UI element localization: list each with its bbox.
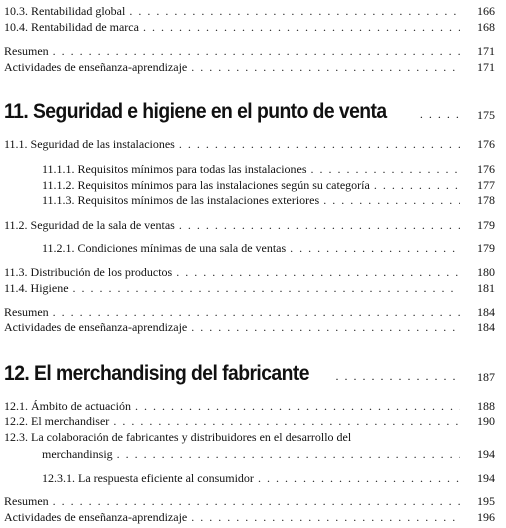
toc-entry-label: 11.1.3. Requisitos mínimos de las instalaciones exteriores (42, 193, 320, 207)
toc-page-number: 171 (477, 60, 495, 74)
dot-leader (113, 414, 460, 428)
dot-leader (179, 218, 460, 232)
toc-page-number: 179 (477, 218, 495, 232)
toc-entry (0, 218, 506, 232)
toc-entry (0, 399, 506, 413)
toc-entry (0, 281, 506, 295)
toc-entry (0, 447, 506, 461)
dot-leader (311, 162, 460, 176)
dot-leader (335, 369, 460, 384)
toc-subentry (0, 241, 506, 255)
toc-entry-label: 10.3. Rentabilidad global (4, 4, 126, 18)
toc-entry-label: 11.3. Distribución de los productos (4, 265, 173, 279)
chapter-heading (0, 100, 506, 124)
toc-page-number: 194 (477, 447, 495, 461)
toc-page-number: 196 (477, 510, 495, 524)
toc-page-number: 166 (477, 4, 495, 18)
toc-entry-label: merchandinsig (42, 447, 113, 461)
toc-entry-label: 11.2.1. Condiciones mínimas de una sala de ventas (42, 241, 287, 255)
toc-subentry (0, 162, 506, 176)
toc-entry-label: 12.1. Ámbito de actuación (4, 399, 131, 413)
dot-leader (179, 137, 460, 151)
toc-entry (0, 4, 506, 18)
toc-entry-label: Resumen (4, 305, 49, 319)
chapter-title: 11. Seguridad e higiene en el punto de venta (4, 100, 387, 123)
dot-leader (53, 494, 460, 508)
toc-entry (0, 20, 506, 34)
chapter-title: 12. El merchandising del fabricante (4, 362, 309, 385)
dot-leader (73, 281, 460, 295)
toc-entry-label: Actividades de enseñanza-aprendizaje (4, 60, 188, 74)
toc-page-number: 190 (477, 414, 495, 428)
chapter-page-number: 187 (477, 370, 495, 384)
dot-leader (117, 447, 460, 461)
dot-leader (191, 60, 460, 74)
toc-entry-label: 11.4. Higiene (4, 281, 69, 295)
dot-leader (323, 193, 460, 207)
toc-entry-label: Resumen (4, 494, 49, 508)
toc-entry (0, 414, 506, 428)
dot-leader (258, 471, 460, 485)
dot-leader (135, 399, 460, 413)
dot-leader (53, 44, 460, 58)
toc-entry-label: Resumen (4, 44, 49, 58)
toc-entry-label: 11.1. Seguridad de las instalaciones (4, 137, 175, 151)
toc-entry-label: 11.1.2. Requisitos mínimos para las instalaciones según su categoría (42, 178, 370, 192)
toc-subentry (0, 193, 506, 207)
toc-page-number: 184 (477, 320, 495, 334)
toc-entry-label: 12.2. El merchandiser (4, 414, 110, 428)
toc-page-number: 179 (477, 241, 495, 255)
toc-entry-label: Actividades de enseñanza-aprendizaje (4, 320, 188, 334)
toc-entry (0, 510, 506, 524)
dot-leader (420, 107, 460, 122)
toc-subentry (0, 178, 506, 192)
toc-page-number: 171 (477, 44, 495, 58)
dot-leader (53, 305, 460, 319)
dot-leader (191, 510, 460, 524)
toc-entry-label: 11.1.1. Requisitos mínimos para todas las instalaciones (42, 162, 307, 176)
toc-subentry (0, 471, 506, 485)
toc-page-number: 178 (477, 193, 495, 207)
toc-entry-label: 11.2. Seguridad de la sala de ventas (4, 218, 175, 232)
toc-page-number: 177 (477, 178, 495, 192)
toc-entry (0, 265, 506, 279)
toc-page-number: 168 (477, 20, 495, 34)
toc-page-number: 194 (477, 471, 495, 485)
toc-entry-label: 10.4. Rentabilidad de marca (4, 20, 139, 34)
dot-leader (290, 241, 460, 255)
toc-page-number: 176 (477, 137, 495, 151)
toc-page-number: 188 (477, 399, 495, 413)
dot-leader (176, 265, 460, 279)
dot-leader (143, 20, 460, 34)
toc-entry (0, 320, 506, 334)
toc-entry-label: Actividades de enseñanza-aprendizaje (4, 510, 188, 524)
toc-page-number: 176 (477, 162, 495, 176)
chapter-page-number: 175 (477, 108, 495, 122)
dot-leader (191, 320, 460, 334)
toc-entry (0, 44, 506, 58)
toc-entry (0, 494, 506, 508)
toc-entry (0, 60, 506, 74)
chapter-heading (0, 362, 506, 386)
toc-entry (0, 305, 506, 319)
toc-entry-label: 12.3.1. La respuesta eficiente al consumidor (42, 471, 254, 485)
toc-entry (0, 137, 506, 151)
dot-leader (129, 4, 460, 18)
toc-page-number: 180 (477, 265, 495, 279)
toc-page-number: 195 (477, 494, 495, 508)
dot-leader (374, 178, 460, 192)
toc-page-number: 184 (477, 305, 495, 319)
toc-entry-label: 12.3. La colaboración de fabricantes y distribuidores en el desarrollo del (4, 430, 352, 444)
toc-page-number: 181 (477, 281, 495, 295)
